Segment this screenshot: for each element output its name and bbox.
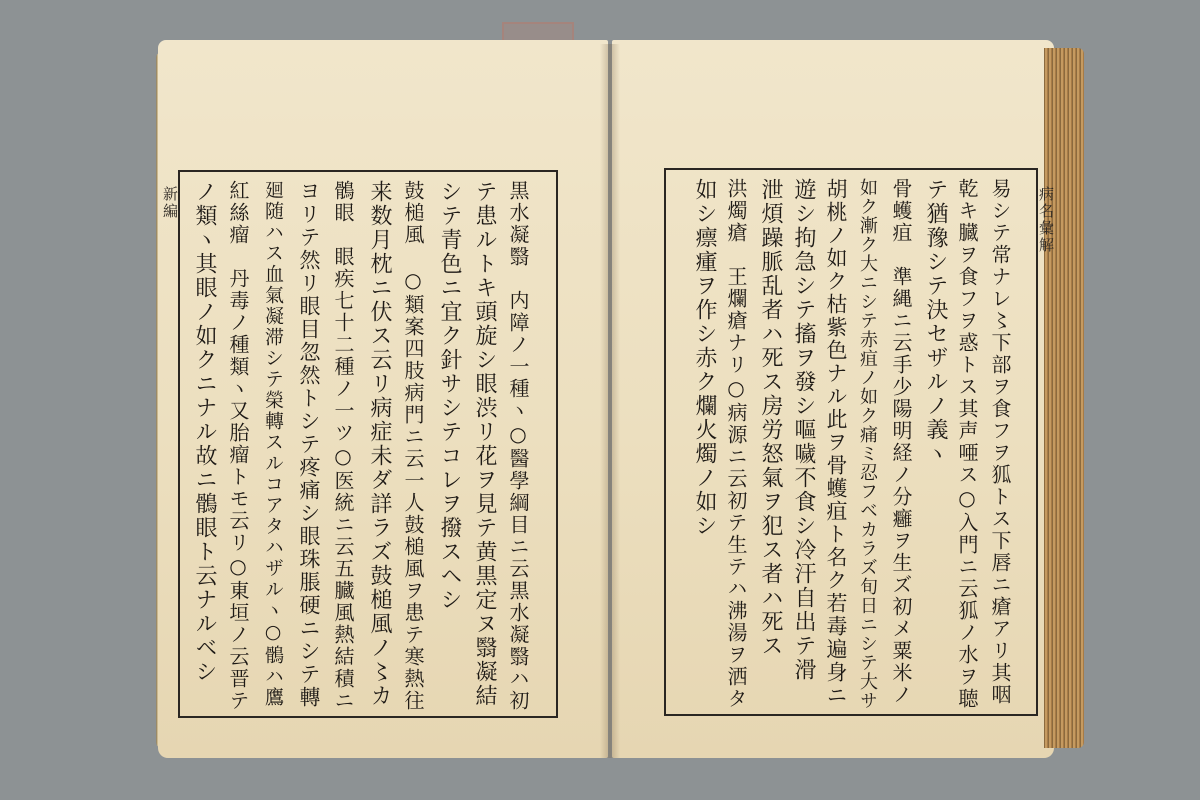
text-column: 来数月枕ニ伏ス云リ病症未ダ詳ラズ鼓槌風ノ〻カ bbox=[367, 180, 392, 708]
right-margin-label: 病名彙解 bbox=[1037, 186, 1055, 254]
text-column: 廻随ハス血氣凝滞シテ榮轉スルコアタハザルヽ○鶻ハ鷹 bbox=[262, 180, 284, 708]
text-column: 易シテ常ナレ〻下部ヲ食フヲ狐トス下唇ニ瘡アリ其咽 bbox=[988, 178, 1012, 706]
text-column: 如ク漸ク大ニシテ赤疽ノ如ク痛ミ忍フベカラズ旬日ニシテ大サ bbox=[857, 178, 878, 710]
text-column: 鼓槌風 ○類案四肢病門ニ云一人鼓槌風ヲ患テ寒熱往 bbox=[401, 180, 425, 712]
text-column: 黒水凝翳 内障ノ一種ヽ○醫學綱目ニ云黒水凝翳ハ初 bbox=[506, 180, 530, 712]
text-column: 胡桃ノ如ク枯紫色ナル此ヲ骨蠖疽ト名ク若毒遍身ニ bbox=[824, 178, 848, 707]
text-column: シテ青色ニ宜ク針サシテコレヲ撥スヘシ bbox=[437, 180, 462, 612]
text-column: 骨蠖疽 準縄ニ云手少陽明経ノ分癰ヲ生ズ初メ粟米ノ bbox=[889, 178, 913, 706]
text-column: 遊シ拘急シテ搐ヲ發シ嘔噦不食シ冷汗自出テ滑 bbox=[791, 178, 816, 682]
text-column: ノ類ヽ其眼ノ如クニナル故ニ鶻眼ト云ナルベシ bbox=[192, 180, 217, 684]
text-column: 鶻眼 眼疾七十二種ノ一ツ○医統ニ云五臓風熱結積ニ bbox=[331, 180, 355, 712]
text-column: 泄煩躁脈乱者ハ死ス房労怒氣ヲ犯ス者ハ死ス bbox=[758, 178, 783, 658]
text-column: 紅絲瘤 丹毒ノ種類ヽ又胎瘤トモ云リ○東垣ノ云晋テ bbox=[226, 180, 250, 712]
left-margin-label: 新編 bbox=[161, 186, 179, 220]
right-page-edges bbox=[1044, 48, 1084, 748]
book-gutter bbox=[600, 44, 620, 758]
right-text-frame bbox=[664, 168, 1038, 716]
text-column: テ猶豫シテ決セザルノ義ヽ bbox=[923, 178, 948, 466]
text-column: テ患ルトキ頭旋シ眼渋リ花ヲ見テ黄黒定ヌ翳凝結 bbox=[472, 180, 497, 708]
text-column: ヨリテ然リ眼目忽然トシテ疼痛シ眼珠脹硬ニシテ轉 bbox=[297, 180, 321, 709]
text-column: 乾キ臓ヲ食フヲ惑トス其声唖ス○入門ニ云狐ノ水ヲ聴 bbox=[955, 178, 979, 710]
text-column: 如シ瘭瘇ヲ作シ赤ク爛火燭ノ如シ bbox=[692, 178, 717, 538]
text-column: 洪燭瘡 王爛瘡ナリ○病源ニ云初テ生テハ沸湯ヲ洒タ bbox=[724, 178, 748, 710]
